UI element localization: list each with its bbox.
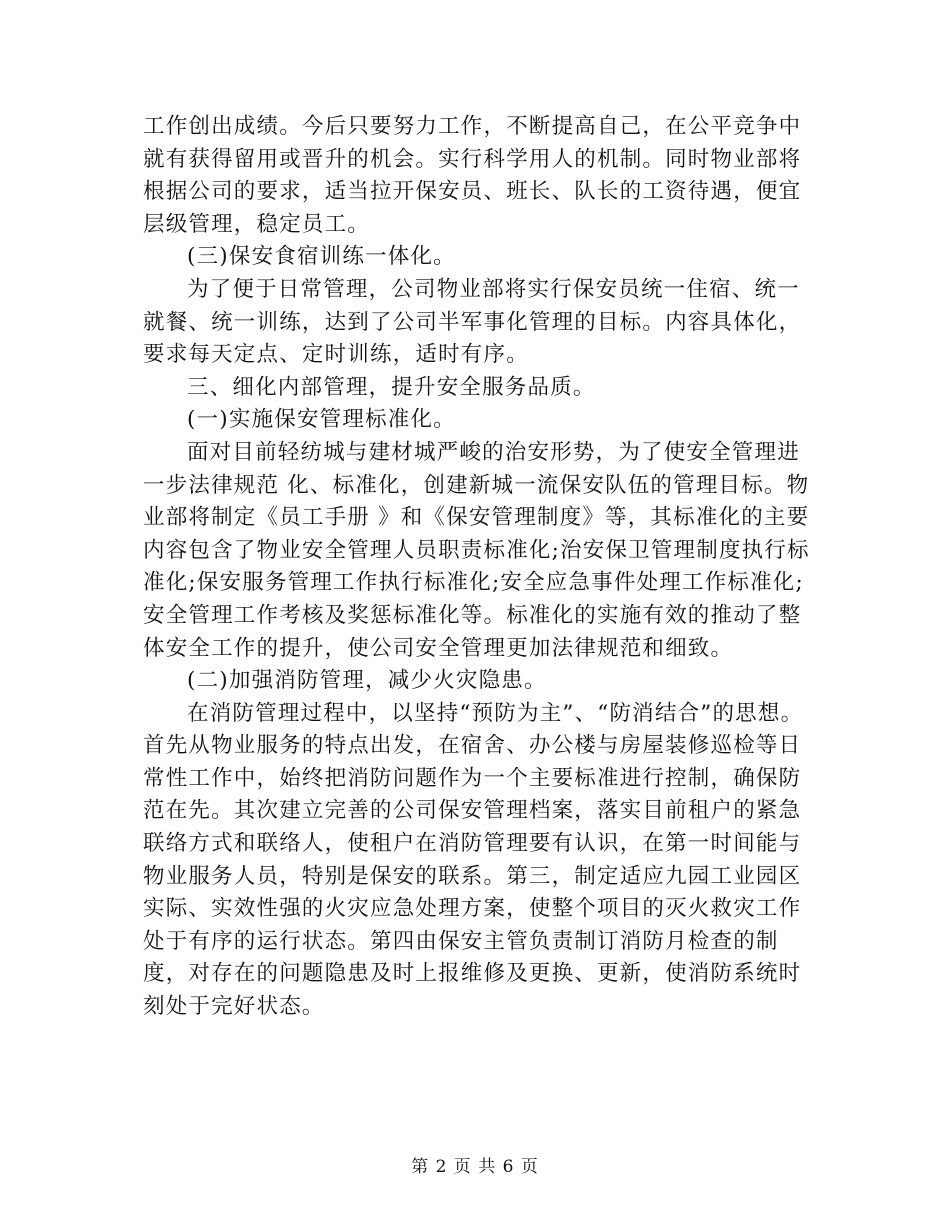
document-body: [143, 111, 811, 1024]
section-heading: (三)保安食宿训练一体化。: [187, 244, 456, 270]
paragraph: 工作创出成绩。今后只要努力工作，不断提高自己，在公平竞争中就有获得留用或晋升的机会。实行科学用人的机制。同时物业部将根据公司的要求，适当拉开保安员、班长、队长的工资待遇，便宜层级管理，稳定员工。: [143, 114, 802, 237]
paragraph: 在消防管理过程中，以坚持“预防为主”、“防消结合”的思想。首先从物业服务的特点出发，在宿舍、办公楼与房屋装修巡检等日常性工作中，始终把消防问题作为一个主要标准进行控制，确保防范在先。其次建立完善的公司保安管理档案，落实目前租户的紧急联络方式和联络人，使租户在消防管理要有认识，在第一时间能与物业服务人员，特别是保安的联系。第三，制定适应九园工业园区实际、实效性强的火灾应急处理方案，使整个项目的灭火救灾工作处于有序的运行状态。第四由保安主管负责制订消防月检查的制度，对存在的问题隐患及时上报维修及更换、更新，使消防系统时刻处于完好状态。: [143, 700, 804, 1020]
section-heading: (一)实施保安管理标准化。: [187, 407, 456, 433]
section-heading: (二)加强消防管理，减少火灾隐患。: [187, 668, 547, 694]
paragraph: 面对目前轻纺城与建材城严峻的治安形势，为了使安全管理进一步法律规范 化、标准化，创建新城一流保安队伍的管理目标。物业部将制定《员工手册 》和《保安管理制度》等，其标准化的主要内容包含了物业安全管理人员职责标准化;治安保卫管理制度执行标准化;保安服务管理工作执行标准化;安全应急事件处理工作标准化;安全管理工作考核及奖惩标准化等。标准化的实施有效的推动了整体安全工作的提升，使公司安全管理更加法律规范和细致。: [143, 439, 810, 661]
page-number: 第 2 页 共 6 页: [411, 1157, 539, 1177]
paragraph: 为了便于日常管理，公司物业部将实行保安员统一住宿、统一就餐、统一训练，达到了公司半军事化管理的目标。内容具体化，要求每天定点、定时训练，适时有序。: [143, 276, 802, 368]
section-heading: 三、细化内部管理，提升安全服务品质。: [187, 374, 596, 400]
